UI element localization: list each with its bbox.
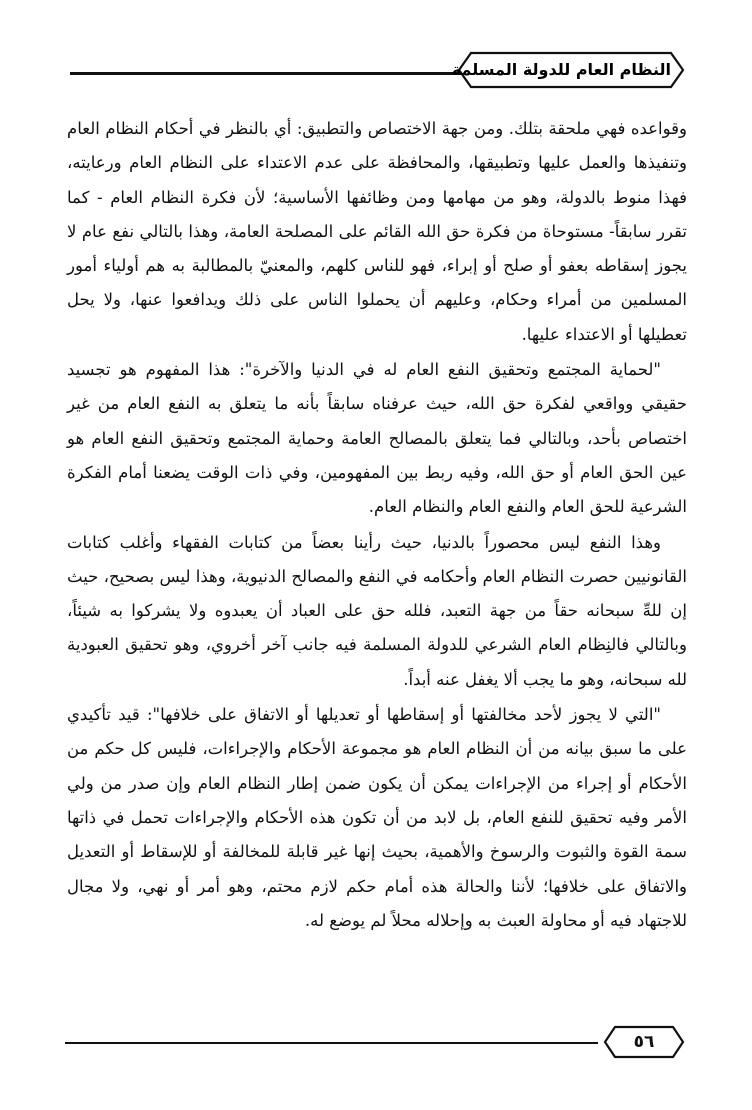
paragraph-2: "لحماية المجتمع وتحقيق النفع العام له في الدنيا والآخرة": هذا المفهوم هو تجسيد حقيقي وواقعي لفكرة حق الله، حيث عرفناه سابقاً بأنه ما يتعلق به النفع العام من غير اختصاص بأحد، وبالتالي فما يتعلق بالمصالح العامة وحماية المجتمع وتحقيق النفع العام هو عين الحق العام أو حق الله، وفيه ربط بين المفهومين، وفي ذات الوقت يضعنا أمام الفكرة الشرعية للحق العام والنفع العام والنظام العام.: [67, 360, 687, 517]
running-header: [70, 50, 685, 90]
page-number-frame: [603, 1024, 685, 1060]
header-title: النظام العام للدولة المسلمة: [451, 60, 671, 79]
paragraph-4: "التي لا يجوز لأحد مخالفتها أو إسقاطها أو تعديلها أو الاتفاق على خلافها": قيد تأكيدي على ما سبق بيانه من أن النظام العام هو مجموعة الأحكام والإجراءات، فليس كل حكم من الأحكام أو إجراء من الإجراءات يمكن أن يكون ضمن إطار النظام العام وإن صدر من ولي الأمر وفيه تحقيق للنفع العام، بل لابد من أن تكون هذه الأحكام والإجراءات تحمل في ذاتها سمة القوة والثبوت والرسوخ والأهمية، بحيث إنها غير قابلة للمخالفة أو للإسقاط أو التعديل والاتفاق على خلافها؛ لأننا والحالة هذه أمام حكم لازم محتم، وهو أمر أو نهي، ولا مجال للاجتهاد فيه أو محاولة العبث به وإحلاله محلاً لم يوضع له.: [67, 705, 687, 930]
header-rule: [70, 72, 470, 75]
footer-rule: [65, 1042, 598, 1044]
paragraph-1: وقواعده فهي ملحقة بتلك. ومن جهة الاختصاص والتطبيق: أي بالنظر في أحكام النظام العام وتنفيذها والعمل عليها وتطبيقها، والمحافظة على عدم الاعتداء على النظام العام ورعايته، فهذا منوط بالدولة، وهو من مهامها ومن وظائفها الأساسية؛ لأن فكرة النظام العام - كما تقرر سابقاً- مستوحاة من فكرة حق الله القائم على المصلحة العامة، وهذا بالتالي نفع عام لا يجوز إسقاطه بعفو أو صلح أو إبراء، فهو للناس كلهم، والمعنيّ بالمطالبة به هم أولياء أمور المسلمين من أمراء وحكام، وعليهم أن يحملوا الناس على ذلك ويدافعوا عنها، ولا يحل تعطيلها أو الاعتداء عليها.: [67, 119, 687, 344]
header-title-frame: [451, 50, 685, 90]
paragraph-3: وهذا النفع ليس محصوراً بالدنيا، حيث رأينا بعضاً من كتابات الفقهاء وأغلب كتابات القانونيين حصرت النظام العام وأحكامه في النفع والمصالح الدنيوية، وهذا ليس بصحيح، حيث إن للهِّ سبحانه حقاً من جهة التعبد، فلله حق على العباد أن يعبدوه ولا يشركوا به شيئاً، وبالتالي فالنِظام العام الشرعي للدولة المسلمة فيه جانب آخر أخروي، وهو تحقيق العبودية لله سبحانه، وهو ما يجب ألا يغفل عنه أبداً.: [67, 532, 687, 689]
page-footer: [65, 1024, 685, 1060]
body-text: [67, 112, 687, 938]
page-number: ٥٦: [633, 1032, 655, 1052]
